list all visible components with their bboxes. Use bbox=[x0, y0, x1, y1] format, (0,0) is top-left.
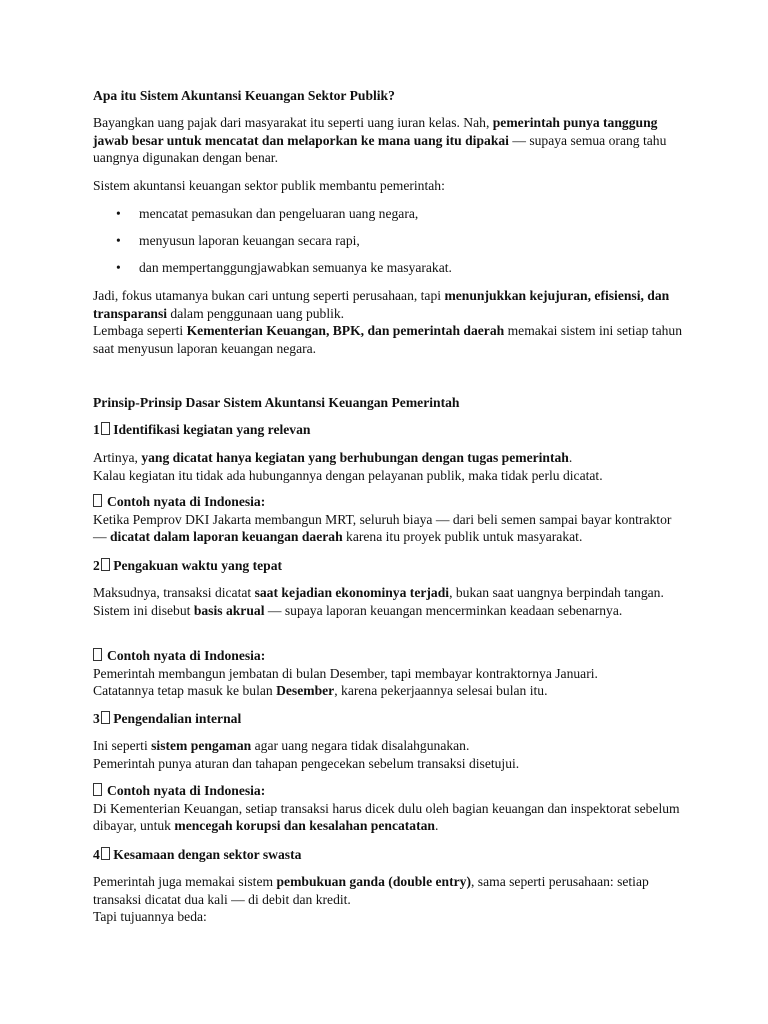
pin-icon bbox=[93, 648, 102, 661]
emoji-glyph-icon bbox=[101, 422, 110, 435]
example-block: Contoh nyata di Indonesia: Di Kementerian Keuangan, setiap transaksi harus dicek dulu oleh bagian keuangan dan inspektorat sebelum dibayar, untuk mencegah korupsi dan kesalahan pencatatan. bbox=[93, 783, 680, 834]
principle-heading: 1 Identifikasi kegiatan yang relevan bbox=[93, 422, 311, 437]
pin-icon bbox=[93, 783, 102, 796]
principle-paragraph: Artinya, yang dicatat hanya kegiatan yang berhubungan dengan tugas pemerintah. Kalau kegiatan itu tidak ada hubungannya dengan pelayanan publik, maka tidak perlu dicatat. bbox=[93, 450, 603, 483]
principle-paragraph: Maksudnya, transaksi dicatat saat kejadian ekonominya terjadi, bukan saat uangnya berpindah tangan. Sistem ini disebut basis akrual — supaya laporan keuangan mencerminkan keadaan sebenarnya. bbox=[93, 585, 664, 618]
list-item: mencatat pemasukan dan pengeluaran uang negara, bbox=[139, 206, 419, 221]
principle-heading: 3 Pengendalian internal bbox=[93, 711, 242, 726]
section-title: Apa itu Sistem Akuntansi Keuangan Sektor Publik? bbox=[93, 88, 395, 103]
principle-paragraph: Pemerintah juga memakai sistem pembukuan ganda (double entry), sama seperti perusahaan: setiap transaksi dicatat dua kali — di debit dan kredit. Tapi tujuannya beda: bbox=[93, 874, 649, 925]
bullet-marker bbox=[116, 232, 126, 250]
pin-icon bbox=[93, 494, 102, 507]
emoji-glyph-icon bbox=[101, 711, 110, 724]
principle-heading: 4 Kesamaan dengan sektor swasta bbox=[93, 847, 302, 862]
example-block: Contoh nyata di Indonesia: Ketika Pemprov DKI Jakarta membangun MRT, seluruh biaya — dari beli semen sampai bayar kontraktor — dicatat dalam laporan keuangan daerah karena itu proyek publik untuk masyarakat. bbox=[93, 494, 672, 545]
bullet-marker bbox=[116, 259, 126, 277]
list-intro: Sistem akuntansi keuangan sektor publik membantu pemerintah: bbox=[93, 178, 445, 193]
list-item: menyusun laporan keuangan secara rapi, bbox=[139, 233, 360, 248]
summary-paragraph: Jadi, fokus utamanya bukan cari untung seperti perusahaan, tapi menunjukkan kejujuran, efisiensi, dan transparansi dalam penggunaan uang publik. Lembaga seperti Kementerian Keuangan, BPK, dan pemerintah daerah memakai sistem ini setiap tahun saat menyusun laporan keuangan negara. bbox=[93, 288, 683, 356]
intro-paragraph: Bayangkan uang pajak dari masyarakat itu seperti uang iuran kelas. Nah, pemerintah punya tanggung jawab besar untuk mencatat dan melaporkan ke mana uang itu dipakai — supaya semua orang tahu uangnya digunakan dengan benar. bbox=[93, 115, 667, 166]
example-block: Contoh nyata di Indonesia: Pemerintah membangun jembatan di bulan Desember, tapi membayar kontraktornya Januari. Catatannya tetap masuk ke bulan Desember, karena pekerjaannya selesai bulan itu. bbox=[93, 648, 598, 699]
emoji-glyph-icon bbox=[101, 847, 110, 860]
principle-paragraph: Ini seperti sistem pengaman agar uang negara tidak disalahgunakan. Pemerintah punya aturan dan tahapan pengecekan sebelum transaksi disetujui. bbox=[93, 738, 520, 771]
emoji-glyph-icon bbox=[101, 558, 110, 571]
principle-heading: 2 Pengakuan waktu yang tepat bbox=[93, 558, 283, 573]
bullet-marker bbox=[116, 205, 126, 223]
section-title: Prinsip-Prinsip Dasar Sistem Akuntansi Keuangan Pemerintah bbox=[93, 395, 460, 410]
list-item: dan mempertanggungjawabkan semuanya ke masyarakat. bbox=[139, 260, 452, 275]
